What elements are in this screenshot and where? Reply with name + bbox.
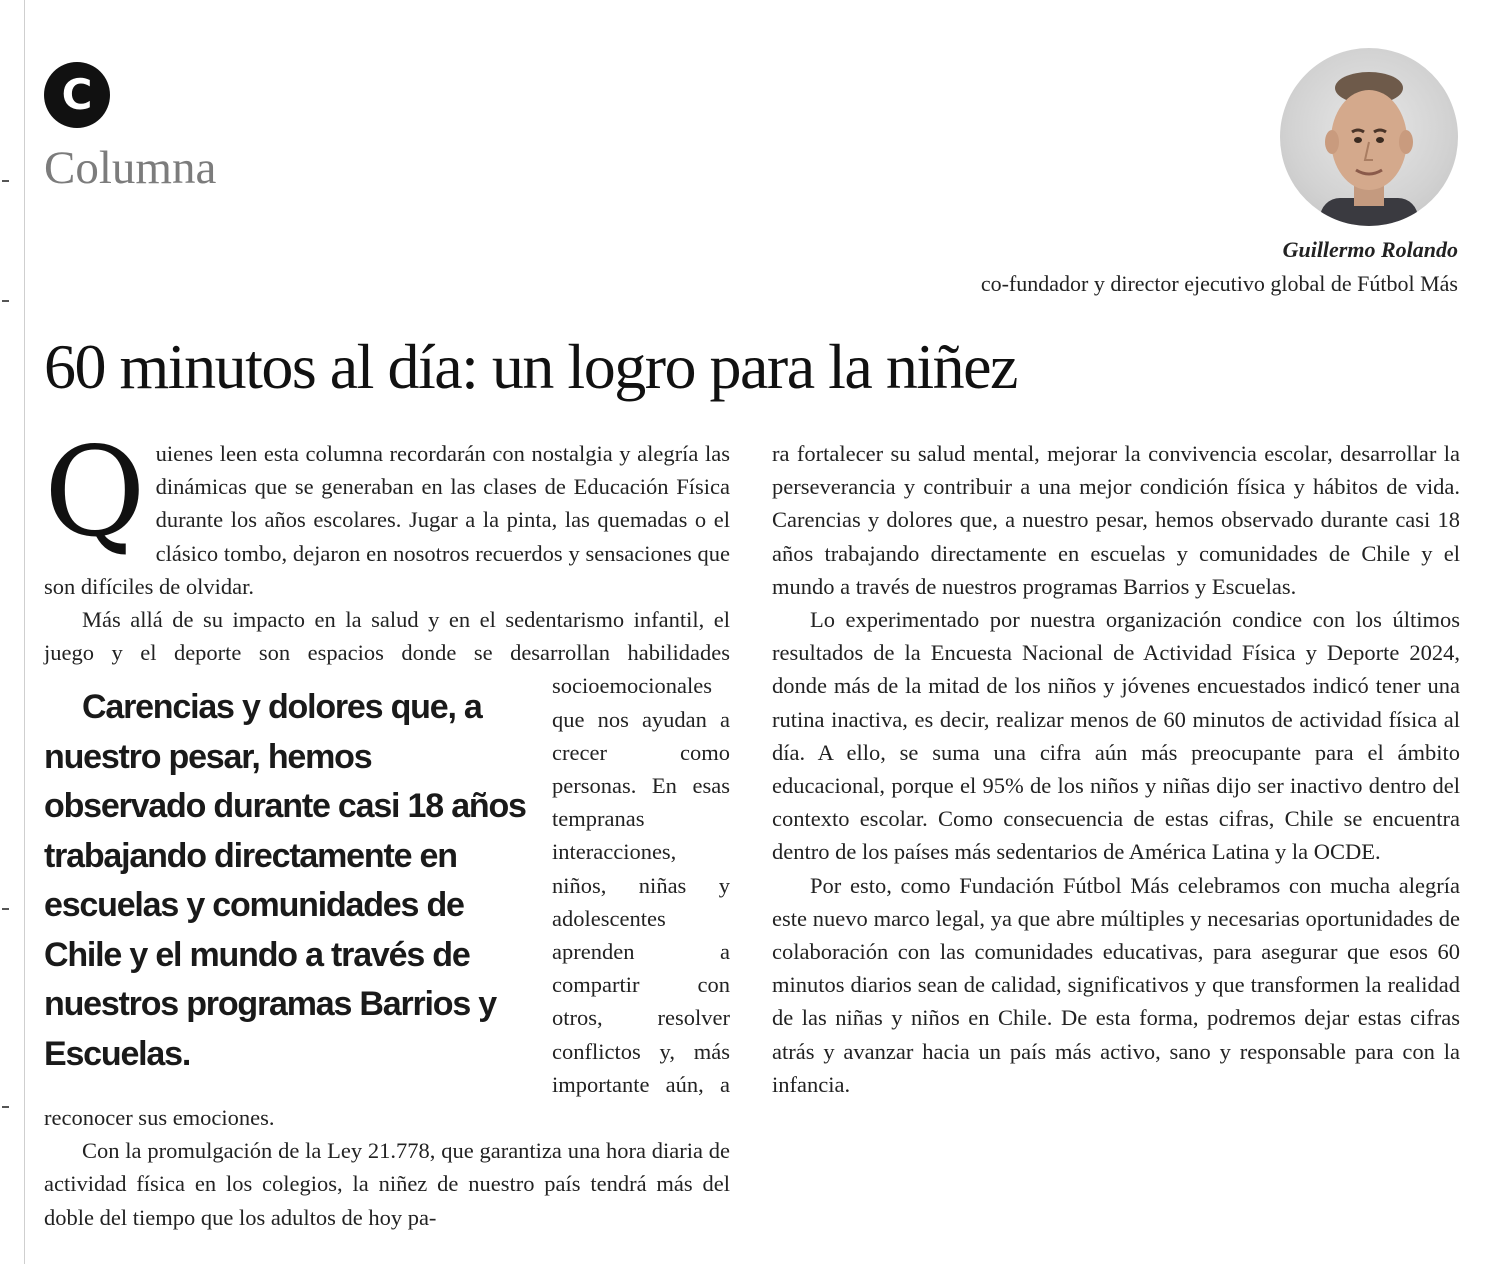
edge-mark: [2, 908, 9, 910]
edge-mark: [2, 300, 9, 302]
paragraph: Por esto, como Fundación Fútbol Más celebramos con mucha alegría este nuevo marco legal, ya que abre múltiples y necesarias oportunidades de colaboración con las comunidades educativas, para asegurar que esos 60 minutos diarios sean de calidad, significativos y que transformen la realidad de las niñas y niños en Chile. De esta forma, podremos dejar estas cifras atrás y avanzar hacia un país más activo, sano y responsable para con la infancia.: [772, 872, 1460, 1097]
author-name: Guillermo Rolando: [1282, 237, 1458, 262]
headline: 60 minutos al día: un logro para la niñez: [44, 331, 1017, 402]
article-column-left: [44, 421, 730, 1234]
paragraph: Con la promulgación de la Ley 21.778, que garantiza una hora diaria de actividad física en los colegios, la niñez de nuestro país tendrá más del doble del tiempo que los adultos de hoy pa-: [44, 1138, 730, 1230]
author-role: co-fundador y director ejecutivo global de Fútbol Más: [980, 271, 1458, 296]
page-edge-rule: [24, 0, 25, 1264]
section-badge: C: [44, 62, 110, 128]
pull-quote: Carencias y dolores que, a nuestro pesar, hemos observado durante casi 18 años trabajando directamente en escuelas y comunidades de Chile y el mundo a través de nuestros programas Barrios y Escuelas.: [44, 688, 526, 1073]
section-label: Columna: [44, 142, 217, 194]
paragraph: [44, 603, 730, 1134]
article-column-right: [772, 437, 1460, 1101]
paragraph-text: uienes leen esta columna recordarán con nostalgia y alegría las dinámicas que se generaban en las clases de Educación Física durante los años escolares. Jugar a la pinta, las quemadas o el clásico tombo, dejaron en nosotros recuerdos y sensaciones que son difíciles de olvidar.: [44, 441, 730, 599]
author-portrait-icon: [1280, 48, 1458, 226]
paragraph: [44, 421, 730, 603]
paragraph-text: habilidades socioemocionales que nos ayudan a crecer como personas. En esas tempranas interacciones, niños, niñas y adolescentes aprenden a compartir con otros, resolver conflictos y, más importante aún, a reconocer sus emociones.: [44, 640, 730, 1131]
edge-mark: [2, 1106, 9, 1108]
paragraph-text: Más allá de su impacto en la salud y en el sedentarismo infantil, el juego y el deporte son espacios donde se desarrollan: [44, 607, 730, 666]
paragraph: Lo experimentado por nuestra organización condice con los últimos resultados de la Encuesta Nacional de Actividad Física y Deporte 2024, donde más de la mitad de los niños y jóvenes encuestados indicó tener una rutina inactiva, es decir, realizar menos de 60 minutos de actividad física al día. A ello, se suma una cifra aún más preocupante para el ámbito educacional, porque el 95% de los niños y niñas dijo ser inactivo dentro del contexto escolar. Como consecuencia de estas cifras, Chile se encuentra dentro de los países más sedentarios de América Latina y la OCDE.: [772, 607, 1460, 865]
edge-mark: [2, 180, 9, 182]
paragraph: ra fortalecer su salud mental, mejorar la convivencia escolar, desarrollar la perseverancia y contribuir a una mejor condición física y hábitos de vida. Carencias y dolores que, a nuestro pesar, hemos observado durante casi 18 años trabajando directamente en escuelas y comunidades de Chile y el mundo a través de nuestros programas Barrios y Escuelas.: [772, 441, 1460, 599]
author-portrait: [1280, 48, 1458, 226]
drop-cap: Q: [44, 421, 146, 565]
